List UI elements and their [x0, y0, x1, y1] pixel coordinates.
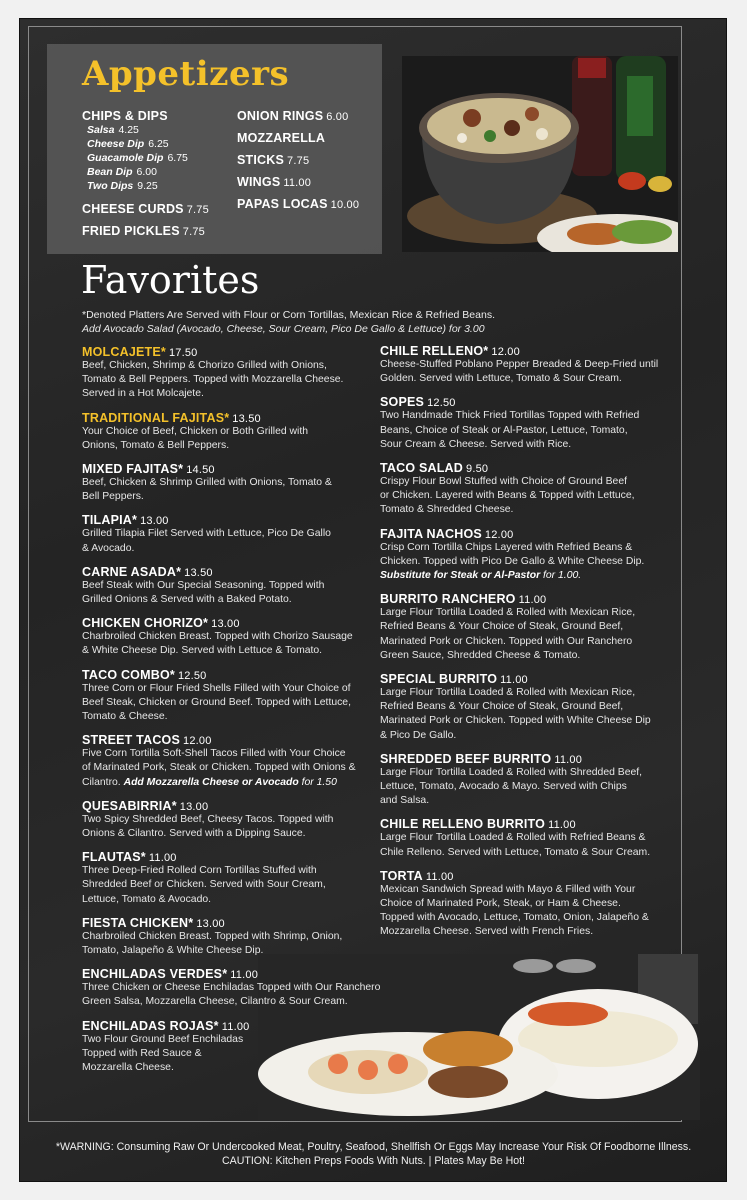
dip-price: 6.00	[136, 166, 157, 178]
description-line: Chicken. Topped with Pico De Gallo & White Cheese Dip.	[380, 555, 645, 567]
chips-dip-option	[87, 138, 169, 150]
description-text: Cilantro.	[82, 776, 124, 788]
description-line: Onions & Cilantro. Served with a Dipping Sauce.	[82, 828, 306, 839]
menu-item-price: 11.00	[518, 594, 547, 607]
dip-name: Two Dips	[87, 180, 134, 192]
dip-price: 4.25	[118, 124, 139, 136]
menu-item-price: 11.00	[425, 870, 454, 883]
menu-item-header	[82, 513, 331, 527]
mozzarella-price: 7.75	[287, 155, 310, 167]
menu-item-name: CARNE ASADA*	[82, 564, 182, 579]
description-line: Bell Peppers.	[82, 491, 144, 503]
dip-price: 6.25	[148, 138, 169, 150]
menu-item-header	[82, 799, 333, 813]
foodborne-warning: *WARNING: Consuming Raw Or Undercooked Meat, Poultry, Seafood, Shellfish Or Eggs May Increase Your Risk Of Foodborne Illness.	[55, 1141, 692, 1153]
description-line: Refried Beans & Your Choice of Steak, Ground Beef,	[380, 621, 624, 633]
description-line: Mozzarella Cheese. Served with French Fries.	[380, 926, 594, 938]
mozzarella-line-1: MOZZARELLA	[237, 131, 326, 145]
menu-item	[82, 967, 380, 1009]
menu-item-name: FLAUTAS*	[82, 850, 146, 865]
description-line: Tomato & Bell Peppers. Topped with Mozzarella Cheese.	[82, 374, 344, 386]
menu-item-price: 12.00	[183, 735, 212, 748]
menu-item-name: MIXED FAJITAS*	[82, 462, 184, 476]
menu-item-header	[380, 395, 639, 409]
menu-item	[380, 752, 642, 809]
menu-item-price: 9.50	[466, 463, 489, 475]
description-line: or Chicken. Layered with Beans & Topped with Lettuce,	[380, 490, 635, 502]
menu-item-price: 11.00	[221, 1020, 250, 1033]
description-line: Two Spicy Shredded Beef, Cheesy Tacos. Topped with	[82, 813, 334, 825]
menu-item-header	[82, 916, 342, 930]
onion-rings-name: ONION RINGS	[237, 109, 324, 123]
description-line: Cheese-Stuffed Poblano Pepper Breaded & Deep-Fried until	[380, 359, 659, 370]
description-line: Marinated Pork or Chicken. Topped with White Cheese Dip	[380, 715, 651, 727]
menu-item-description	[82, 579, 324, 607]
menu-item-name: ENCHILADAS VERDES*	[82, 967, 228, 982]
menu-item-name: SOPES	[380, 395, 425, 410]
menu-item	[82, 733, 356, 790]
description-line: of Marinated Pork, Steak or Chicken. Topped with Onions &	[82, 762, 356, 774]
menu-item-name: TILAPIA*	[82, 513, 138, 528]
menu-item-header	[380, 527, 644, 541]
menu-item	[82, 850, 326, 907]
menu-item-header	[82, 668, 351, 682]
menu-item-description	[380, 358, 658, 386]
description-line: Sour Cream & Cheese. Served with Rice.	[380, 438, 572, 450]
menu-item-price: 11.00	[230, 969, 259, 982]
avocado-salad-note: Add Avocado Salad (Avocado, Cheese, Sour Cream, Pico De Gallo & Lettuce) for 3.00	[82, 323, 485, 335]
description-line: Five Corn Tortilla Soft-Shell Tacos Filled with Your Choice	[82, 748, 346, 760]
description-line: & Avocado.	[82, 542, 135, 554]
menu-item-description	[82, 981, 380, 1009]
menu-item	[380, 527, 644, 584]
menu-item-name: CHILE RELLENO*	[380, 344, 489, 358]
description-line: Charbroiled Chicken Breast. Topped with Chorizo Sausage	[82, 631, 353, 643]
menu-item-description	[82, 682, 351, 725]
fried-pickles-item	[82, 224, 205, 238]
mozzarella-sticks-item	[237, 153, 309, 167]
menu-item-name: ENCHILADAS ROJAS*	[82, 1018, 219, 1033]
menu-item	[82, 1019, 249, 1076]
menu-item-price: 13.50	[232, 412, 261, 425]
molcajete-photo	[402, 56, 678, 252]
description-line: Tomato & Shredded Cheese.	[380, 504, 514, 516]
description-line: Two Handmade Thick Fried Tortillas Topped with Refried	[380, 410, 640, 422]
description-line: Lettuce, Tomato, Avocado & Mayo. Served with Chips	[380, 781, 627, 792]
menu-item-description	[380, 541, 644, 584]
menu-item-header	[380, 672, 651, 686]
menu-item-description	[82, 747, 356, 790]
dip-name: Salsa	[87, 124, 115, 136]
description-line: & White Cheese Dip. Served with Lettuce & Tomato.	[82, 645, 323, 657]
menu-item-header	[82, 967, 380, 981]
menu-item-price: 13.50	[184, 566, 213, 579]
description-line: Served in a Hot Molcajete.	[82, 388, 204, 400]
description-line: Charbroiled Chicken Breast. Topped with Shrimp, Onion,	[82, 930, 343, 942]
chips-dip-option	[87, 166, 157, 178]
onion-rings-price: 6.00	[326, 111, 349, 123]
description-line: & Pico De Gallo.	[380, 729, 457, 741]
menu-item-price: 13.00	[211, 618, 240, 631]
menu-item-name: TRADITIONAL FAJITAS*	[82, 410, 230, 425]
description-line: Grilled Onions & Served with a Baked Potato.	[82, 594, 292, 605]
menu-item-price: 13.00	[140, 515, 169, 528]
description-line: Large Flour Tortilla Loaded & Rolled with Refried Beans &	[380, 832, 646, 844]
description-line: Three Deep-Fried Rolled Corn Tortillas Stuffed with	[82, 865, 317, 877]
menu-item-name: SPECIAL BURRITO	[380, 672, 498, 686]
menu-item-price: 13.00	[179, 800, 209, 813]
menu-item-header	[82, 1019, 249, 1033]
cheese-curds-name: CHEESE CURDS	[82, 202, 184, 216]
papas-locas-price: 10.00	[330, 199, 360, 211]
description-line: Beef Steak, Chicken or Ground Beef. Topped with Lettuce,	[82, 696, 351, 708]
menu-item-header	[82, 345, 343, 359]
menu-item-name: BURRITO RANCHERO	[380, 592, 516, 607]
description-line: Shredded Beef or Chicken. Served with Sour Cream,	[82, 879, 326, 891]
onion-rings-item	[237, 109, 348, 123]
mozzarella-line-2: STICKS	[237, 153, 285, 167]
dip-price: 6.75	[167, 152, 188, 164]
chips-dip-option	[87, 124, 139, 136]
cheese-curds-price: 7.75	[186, 204, 209, 216]
description-line: and Salsa.	[380, 795, 430, 807]
menu-item	[82, 799, 333, 841]
menu-item	[380, 395, 639, 452]
papas-locas-name: PAPAS LOCAS	[237, 197, 328, 211]
menu-item-header	[380, 344, 658, 358]
menu-item-price: 11.00	[554, 753, 583, 766]
menu-item-header	[380, 752, 642, 766]
description-line: Beef, Chicken & Shrimp Grilled with Onions, Tomato &	[82, 477, 332, 488]
description-line: Beef, Chicken, Shrimp & Chorizo Grilled with Onions,	[82, 360, 327, 371]
chips-dip-option	[87, 152, 188, 164]
menu-item-description	[380, 409, 639, 452]
menu-item-header	[380, 869, 649, 883]
wings-price: 11.00	[283, 177, 312, 189]
menu-item-name: FAJITA NACHOS	[380, 526, 482, 541]
description-line: Marinated Pork or Chicken. Topped with Our Ranchero	[380, 635, 633, 647]
dip-name: Bean Dip	[87, 166, 133, 178]
menu-item	[82, 513, 331, 555]
description-line: Lettuce, Tomato & Avocado.	[82, 893, 212, 905]
menu-item	[380, 869, 649, 940]
description-line: Onions, Tomato & Bell Peppers.	[82, 439, 230, 451]
menu-item-description	[380, 475, 635, 518]
description-line: Tomato & Cheese.	[82, 711, 168, 722]
menu-item	[380, 817, 650, 859]
chips-dips-name: CHIPS & DIPS	[82, 109, 168, 123]
fried-pickles-price: 7.75	[182, 226, 205, 238]
add-on-price: for 1.50	[298, 776, 337, 788]
nuts-caution: CAUTION: Kitchen Preps Foods With Nuts. | Plates May Be Hot!	[221, 1155, 525, 1167]
menu-item-description	[82, 359, 343, 402]
dip-name: Guacamole Dip	[87, 152, 164, 164]
menu-item	[82, 616, 353, 658]
menu-item-description	[380, 686, 651, 743]
menu-item-description	[380, 831, 650, 859]
menu-item-name: SHREDDED BEEF BURRITO	[380, 751, 552, 766]
menu-item-price: 12.00	[491, 346, 520, 358]
menu-item-price: 13.00	[196, 917, 225, 930]
description-line: Golden. Served with Lettuce, Tomato & Sour Cream.	[380, 373, 622, 385]
menu-item-price: 12.50	[177, 669, 207, 682]
menu-item-price: 11.00	[148, 852, 177, 865]
description-line: Beef Steak with Our Special Seasoning. Topped with	[82, 579, 325, 591]
description-line: Mozzarella Cheese.	[82, 1062, 174, 1073]
description-line: Beans, Choice of Steak or Al-Pastor, Lettuce, Tomato,	[380, 424, 628, 436]
menu-item-price: 12.00	[484, 528, 514, 541]
description-line: Green Sauce, Shredded Cheese & Tomato.	[380, 649, 581, 661]
description-line: Refried Beans & Your Choice of Steak, Ground Beef,	[380, 701, 624, 713]
menu-item	[380, 344, 658, 386]
dip-price: 9.25	[137, 180, 158, 192]
description-line: Grilled Tilapia Filet Served with Lettuce, Pico De Gallo	[82, 528, 331, 540]
menu-item-header	[82, 616, 353, 630]
menu-item-price: 14.50	[186, 464, 215, 476]
menu-item-description	[380, 606, 635, 663]
menu-item-description	[380, 883, 649, 940]
menu-item-header	[82, 733, 356, 747]
menu-item-name: CHILE RELLENO BURRITO	[380, 817, 546, 832]
menu-item-header	[82, 565, 324, 579]
menu-item-description	[82, 527, 331, 555]
description-line	[380, 569, 644, 583]
chips-dip-option	[87, 180, 158, 192]
menu-item-header	[380, 461, 635, 475]
menu-item-description	[82, 1033, 249, 1076]
add-on-price: for 1.00.	[540, 570, 582, 581]
description-line: Crisp Corn Tortilla Chips Layered with Refried Beans &	[380, 541, 633, 553]
dip-name: Cheese Dip	[87, 138, 145, 150]
papas-locas-item	[237, 197, 359, 211]
menu-item	[82, 916, 342, 958]
description-line: Green Salsa, Mozzarella Cheese, Cilantro & Sour Cream.	[82, 996, 348, 1008]
description-line: Mexican Sandwich Spread with Mayo & Filled with Your	[380, 883, 636, 895]
description-line: Crispy Flour Bowl Stuffed with Choice of Ground Beef	[380, 476, 627, 487]
menu-item	[82, 462, 332, 504]
menu-item-header	[82, 462, 332, 476]
menu-item	[82, 411, 308, 453]
description-line: Large Flour Tortilla Loaded & Rolled with Shredded Beef,	[380, 766, 643, 778]
description-line: Three Corn or Flour Fried Shells Filled with Your Choice of	[82, 682, 351, 694]
favorites-title: Favorites	[81, 258, 260, 302]
description-line: Your Choice of Beef, Chicken or Both Grilled with	[82, 425, 309, 437]
platter-note: *Denoted Platters Are Served with Flour or Corn Tortillas, Mexican Rice & Refried Beans.	[82, 309, 495, 321]
wings-name: WINGS	[237, 175, 281, 189]
menu-item-description	[82, 930, 342, 958]
wings-item	[237, 175, 311, 189]
description-line: Choice of Marinated Pork, Steak, or Ham & Cheese.	[380, 898, 621, 909]
menu-item	[380, 592, 635, 663]
menu-item-name: TACO SALAD	[380, 461, 464, 475]
description-line	[82, 776, 356, 790]
menu-item-description	[82, 864, 326, 907]
menu-item-name: TORTA	[380, 868, 423, 883]
menu-item-price: 17.50	[168, 347, 198, 359]
menu-item-name: STREET TACOS	[82, 733, 181, 748]
appetizers-title: Appetizers	[82, 54, 290, 94]
menu-item-header	[380, 817, 650, 831]
menu-item-description	[380, 766, 642, 809]
menu-item	[380, 672, 651, 743]
fried-pickles-name: FRIED PICKLES	[82, 224, 180, 238]
menu-item-header	[380, 592, 635, 606]
menu-item-name: FIESTA CHICKEN*	[82, 915, 194, 930]
description-line: Two Flour Ground Beef Enchiladas	[82, 1033, 244, 1045]
menu-item	[82, 345, 343, 402]
menu-item-name: MOLCAJETE*	[82, 345, 166, 359]
menu-item-header	[82, 411, 308, 425]
menu-item-description	[82, 630, 353, 658]
menu-item	[82, 565, 324, 607]
description-line: Tomato, Jalapeño & White Cheese Dip.	[82, 945, 264, 956]
menu-item-price: 11.00	[500, 674, 528, 686]
description-line: Topped with Red Sauce &	[82, 1047, 202, 1059]
menu-item-description	[82, 425, 308, 453]
add-on-option: Add Mozzarella Cheese or Avocado	[123, 776, 299, 788]
menu-item-header	[82, 850, 326, 864]
menu-item	[82, 668, 351, 725]
add-on-option: Substitute for Steak or Al-Pastor	[380, 570, 541, 581]
menu-item	[380, 461, 635, 518]
description-line: Topped with Avocado, Lettuce, Tomato, Onion, Jalapeño &	[380, 912, 649, 924]
menu-item-description	[82, 813, 333, 841]
menu-item-name: TACO COMBO*	[82, 667, 175, 682]
description-line: Chile Relleno. Served with Lettuce, Tomato & Sour Cream.	[380, 846, 651, 858]
menu-item-price: 12.50	[427, 397, 456, 410]
description-line: Large Flour Tortilla Loaded & Rolled with Mexican Rice,	[380, 687, 636, 698]
menu-item-price: 11.00	[548, 819, 576, 832]
description-line: Three Chicken or Cheese Enchiladas Topped with Our Ranchero	[82, 982, 381, 994]
menu-item-name: CHICKEN CHORIZO*	[82, 616, 209, 631]
menu-item-description	[82, 476, 332, 504]
cheese-curds-item	[82, 202, 209, 216]
menu-item-name: QUESABIRRIA*	[82, 798, 177, 813]
description-line: Large Flour Tortilla Loaded & Rolled with Mexican Rice,	[380, 607, 636, 619]
